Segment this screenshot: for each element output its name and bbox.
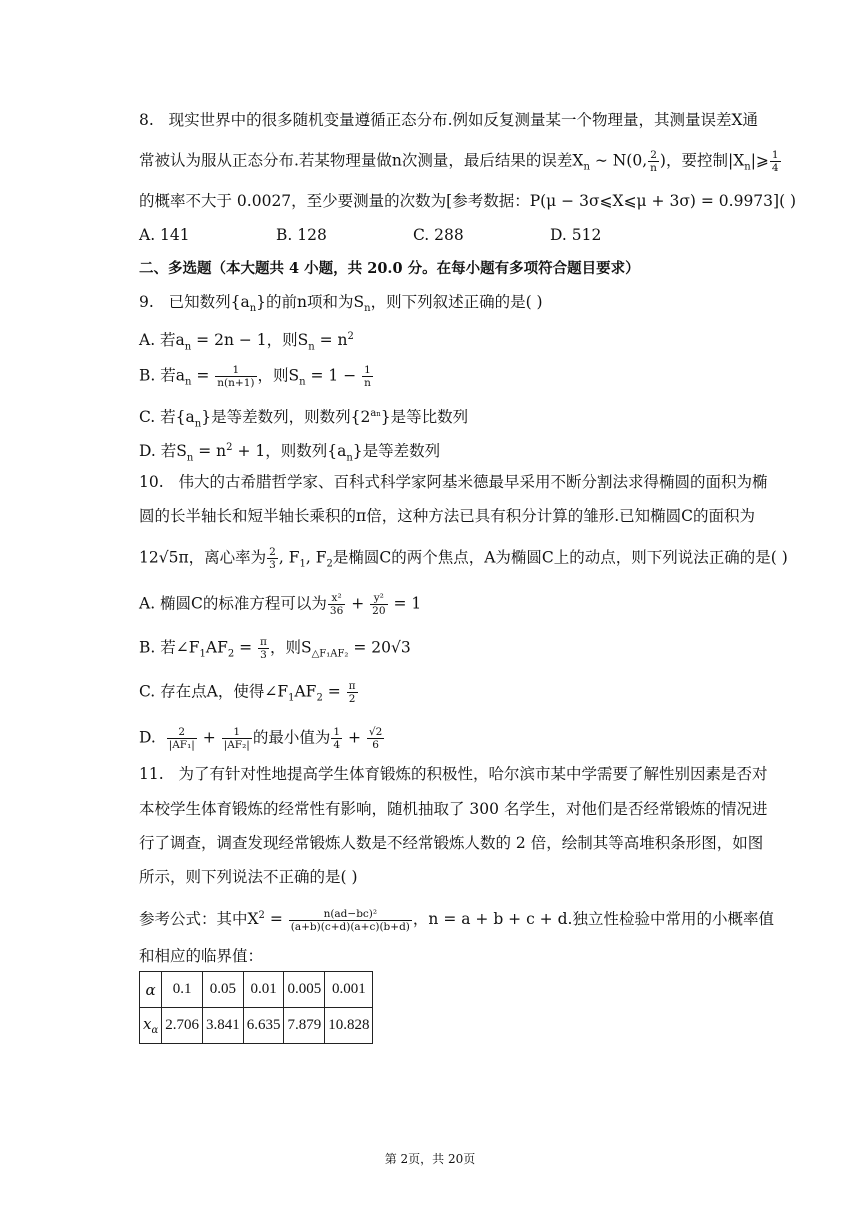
q10-line2: 圆的长半轴长和短半轴长乘积的π倍，这种方法已具有积分计算的雏形.已知椭圆C的面积为: [139, 507, 755, 525]
q10-option-a: A. 椭圆C的标准方程可以为 $\frac{\text{x²}}{36}$ + $\frac{\text{y²}}{20}$ = 1: [139, 592, 422, 617]
q11-line6: 和相应的临界值：: [139, 947, 264, 965]
critical-value-table: [139, 971, 373, 1044]
table-cell: 0.01: [243, 972, 284, 1008]
q8-line1: 8. 现实世界中的很多随机变量遵循正态分布.例如反复测量某一个物理量，其测量误差X通: [139, 111, 759, 129]
q11-formula: 参考公式：其中$X^2$ = $\frac{\text{n(ad−bc)²}}{(a+b)(c+d)(a+c)(b+d)}$ ，n = a + b + c + d.独立性检验中常用的小概率值: [139, 907, 774, 933]
table-cell: 0.1: [162, 972, 203, 1008]
q10-line3: 12√5π，离心率为 $\frac{2}{3}$ , $F_1$, $F_2$是椭圆C的两个焦点，A为椭圆C上的动点，则下列说法正确的是( ): [139, 546, 788, 571]
table-cell: 0.001: [325, 972, 373, 1008]
table-row: [140, 972, 373, 1008]
section-heading: 二、多选题（本大题共 4 小题，共 20.0 分。在每小题有多项符合题目要求）: [139, 260, 640, 277]
q8-line2: 常被认为服从正态分布.若某物理量做n次测量，最后结果的误差$X_n$ ∼ N(0, $\frac{2}{n}$ )，要控制$|X_n|⩾$ $\frac{1}{4}$: [139, 149, 779, 174]
q11-line2: 本校学生体育锻炼的经常性有影响，随机抽取了 300 名学生，对他们是否经常锻炼的情况进: [139, 800, 768, 818]
q9-option-b: B. 若$a_n$ = $\frac{1}{n(n+1)}$ ，则$S_n = 1$ − $\frac{1}{n}$: [139, 364, 371, 389]
q10-line1: 10. 伟大的古希腊哲学家、百科式科学家阿基米德最早采用不断分割法求得椭圆的面积为椭: [139, 473, 768, 491]
q9-option-d: D. 若$S_n = n^2 + 1$，则数列$\{a_n\}$是等差数列: [139, 442, 441, 464]
q11-line3: 行了调查，调查发现经常锻炼人数是不经常锻炼人数的 2 倍，绘制其等高堆积条形图，如图: [139, 834, 764, 852]
page-footer: 第 2页，共 20页: [384, 1152, 476, 1166]
table-cell: 0.005: [284, 972, 325, 1008]
q8-option-a: A. 141: [139, 226, 190, 244]
table-cell: 7.879: [284, 1008, 325, 1044]
table-cell: α: [140, 972, 162, 1008]
q8-number: 8.: [139, 111, 154, 129]
table-cell: 2.706: [162, 1008, 203, 1044]
q10-option-c: C. 存在点A，使得$\angle F_1AF_2$ = $\frac{\pi}{2}$: [139, 680, 356, 705]
table-cell: $x_\alpha$: [140, 1008, 162, 1044]
q8-option-b: B. 128: [276, 226, 327, 244]
q9-option-c: C. 若$\{a_n\}$是等差数列，则数列$\{2^{an}\}$是等比数列: [139, 408, 469, 430]
q8-option-c: C. 288: [413, 226, 464, 244]
table-row: [140, 1008, 373, 1044]
table-cell: 3.841: [202, 1008, 243, 1044]
q9-option-a: A. 若$a_n = 2n - 1$，则$S_n = n^2$: [139, 331, 354, 353]
table-cell: 6.635: [243, 1008, 284, 1044]
q8-line3: 的概率不大于 0.0027，至少要测量的次数为[参考数据：P(μ − 3σ⩽X⩽μ + 3σ) = 0.9973]( ): [139, 192, 797, 210]
q10-option-d: D. $\frac{2}{\text{|AF₁|}}$ + $\frac{1}{\text{|AF₂|}}$ 的最小值为 $\frac{1}{4}$ + $\frac{√2}{6}$: [139, 726, 383, 751]
table-cell: 0.05: [202, 972, 243, 1008]
q8-option-d: D. 512: [550, 226, 602, 244]
q11-line4: 所示，则下列说法不正确的是( ): [139, 868, 358, 886]
q9-stem: 9. 已知数列$\{a_n\}$的前n项和为$S_n$，则下列叙述正确的是( ): [139, 293, 543, 315]
q10-option-b: B. 若$\angle F_1AF_2$ = $\frac{\pi}{3}$ ，则$S_{\triangle F_1AF_2} = 20√3$: [139, 636, 411, 661]
table-cell: 10.828: [325, 1008, 373, 1044]
q11-line1: 11. 为了有针对性地提高学生体育锻炼的积极性，哈尔滨市某中学需要了解性别因素是否对: [139, 765, 768, 783]
